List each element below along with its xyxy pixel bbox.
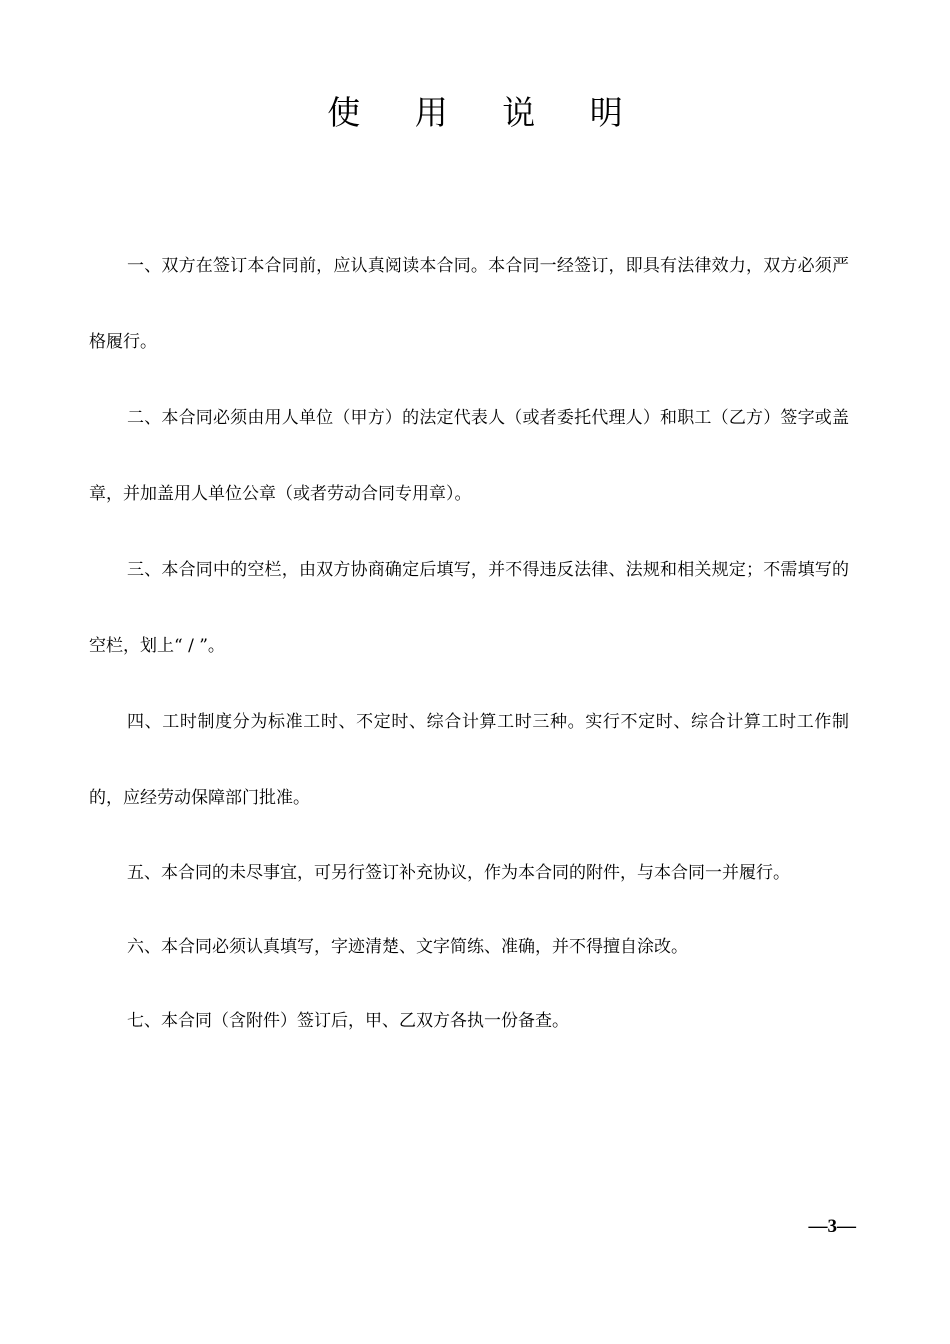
instruction-paragraph-5: 五、本合同的未尽事宜，可另行签订补充协议，作为本合同的附件，与本合同一并履行。 <box>127 863 790 883</box>
page-title: 使 用 说 明 <box>327 93 645 132</box>
instruction-paragraph-3: 三、本合同中的空栏，由双方协商确定后填写，并不得违反法律、法规和相关规定；不需填写的空栏，划上“ / ”。 <box>89 560 849 656</box>
instruction-paragraph-6: 六、本合同必须认真填写，字迹清楚、文字简练、准确，并不得擅自涂改。 <box>127 937 688 957</box>
instruction-paragraph-2: 二、本合同必须由用人单位（甲方）的法定代表人（或者委托代理人）和职工（乙方）签字或盖章，并加盖用人单位公章（或者劳动合同专用章）。 <box>89 408 849 504</box>
instruction-paragraph-4: 四、工时制度分为标准工时、不定时、综合计算工时三种。实行不定时、综合计算工时工作制的，应经劳动保障部门批准。 <box>89 712 849 808</box>
page-number: —3— <box>808 1216 856 1237</box>
instructions-body <box>89 228 849 1058</box>
instruction-paragraph-7: 七、本合同（含附件）签订后，甲、乙双方各执一份备查。 <box>127 1011 569 1031</box>
instruction-paragraph-1: 一、双方在签订本合同前，应认真阅读本合同。本合同一经签订，即具有法律效力，双方必须严格履行。 <box>89 256 849 352</box>
